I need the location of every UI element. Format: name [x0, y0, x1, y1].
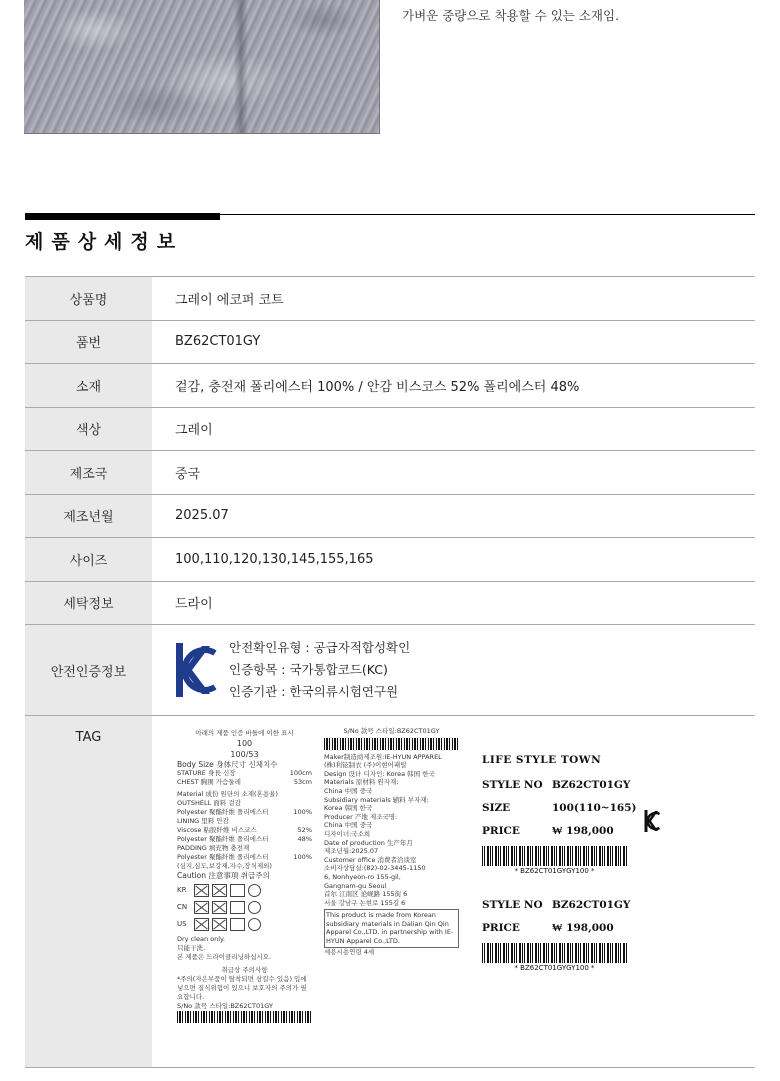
no-bleach-icon: [212, 884, 227, 897]
maker-line: Subsidiary materials 辅料 부자재:: [324, 795, 429, 804]
maker-line: 6, Nonhyeon-ro 155-gil,: [324, 872, 401, 881]
care-stature-row: [177, 769, 312, 778]
table-row: [25, 364, 755, 408]
style-label: STYLE NO: [482, 778, 543, 791]
table-row: [25, 451, 755, 495]
certification-value: [152, 625, 755, 716]
style-row: [482, 773, 652, 796]
table-row: [25, 581, 755, 625]
product-fur-photo: [24, 0, 380, 134]
maker-tail: 세용시용연령 4세: [324, 947, 375, 956]
maker-line: Producer 产地 제조국명:: [324, 812, 398, 821]
care-notice: *주의(자은부품이 탈착되면 삼킬수 있음) 입에 넣으면 질식위험이 있으니 보호자의 주의가 필요합니다.: [177, 975, 307, 1001]
no-wash-icon: [194, 884, 209, 897]
care-caution: Caution 注意事項 취급주의: [177, 871, 270, 880]
style-label-2: STYLE NO: [482, 898, 543, 911]
no-bleach-icon: [212, 918, 227, 931]
care-l3: Polyester 聚酯纤维 폴리에스터: [177, 835, 269, 843]
table-row: [25, 538, 755, 582]
care-chest-row: [177, 778, 312, 787]
row-label: 안전인증정보: [25, 625, 152, 716]
care-dry3: 본 제품은 드라이클리닝하십시오.: [177, 953, 272, 961]
care-icons-us: [177, 918, 312, 931]
row-label: 제조국: [25, 451, 152, 495]
maker-line: Design 设计 디자인: Korea 韩国 한국: [324, 769, 435, 778]
price-barcode: [482, 846, 627, 866]
row-label: 품번: [25, 320, 152, 364]
price-label-2: PRICE: [482, 921, 520, 934]
row-value: 겉감, 충전재 폴리에스터 100% / 안감 비스코스 52% 폴리에스터 48%: [152, 364, 755, 408]
care-outshell: OUTSHELL 面料 겉감: [177, 799, 241, 807]
care-body-size: Body Size 身体尺寸 신체치수: [177, 760, 278, 769]
row-value: 2025.07: [152, 494, 755, 538]
maker-barcode: [324, 738, 459, 750]
maker-line: 서울 강남구 논현로 155길 6: [324, 898, 406, 907]
style-row-2: [482, 893, 652, 916]
dry-clean-icon: [248, 884, 261, 897]
no-wash-icon: [194, 901, 209, 914]
row-value: 그레이: [152, 407, 755, 451]
tumble-dry-icon: [230, 918, 245, 931]
row-value: BZ62CT01GY: [152, 320, 755, 364]
care-lining: LINING 里料 안감: [177, 817, 229, 825]
maker-line: (株)利铉制衣 (주)이현어패럴: [324, 761, 407, 770]
care-stature-val: 100cm: [289, 769, 312, 777]
care-size-b: 100/53: [230, 750, 259, 759]
care-head: 아래의 제품 인증 바틀에 이한 표시: [195, 729, 294, 737]
maker-origin-box: This product is made from Korean subsidiary materials in Dalian Qin Qin Apparel Co.,LTD. in partnership with IE-HYUN Apparel Co.,LTD.: [324, 909, 459, 947]
care-material: Material 成份 원단의 소재(혼용율): [177, 790, 278, 798]
care-icons-kr: [177, 884, 312, 897]
section-title: 제품상세정보: [25, 231, 184, 253]
kc-item: 인증항목 : 국가통합코드(KC): [229, 662, 388, 677]
maker-label: [324, 727, 459, 1027]
heading-divider-thin: [220, 214, 755, 215]
row-label: 상품명: [25, 277, 152, 321]
table-row: [25, 320, 755, 364]
maker-line: 소비자상담실:(82)-02-3445-1150: [324, 864, 426, 873]
table-row: [25, 407, 755, 451]
table-row: [25, 277, 755, 321]
care-dry1: Dry clean only.: [177, 935, 226, 943]
maker-line: Materials 原材料 원자재:: [324, 778, 399, 787]
maker-sno: S/No 款号 스타일:BZ62CT01GY: [343, 727, 440, 735]
dry-flat-icon: [230, 901, 245, 914]
price-barcode-text: * BZ62CT01GYGY100 *: [514, 867, 595, 875]
tag-panel: [152, 717, 754, 1066]
style-value-2: BZ62CT01GY: [552, 898, 631, 911]
row-label: 사이즈: [25, 538, 152, 582]
care-dry2: 只能干洗.: [177, 944, 206, 952]
care-l3-row: [177, 835, 312, 844]
maker-line: 首尔 江南区 论岘路 155街 6: [324, 890, 408, 899]
price-value: ₩ 198,000: [552, 824, 614, 837]
price-value-2: ₩ 198,000: [552, 921, 614, 934]
maker-line: China 中国 중국: [324, 786, 373, 795]
iron-icon: [230, 884, 245, 897]
table-row: [25, 494, 755, 538]
tag-gap: [482, 875, 652, 893]
price-row: [482, 819, 652, 842]
price-tags: [482, 747, 652, 972]
tag-images: [152, 716, 755, 1068]
tag-row: [25, 716, 755, 1068]
brand-name: LIFE STYLE TOWN: [482, 754, 602, 766]
care-l3v: 48%: [297, 835, 312, 843]
kc-info: [175, 637, 754, 703]
price-barcode-text-2: * BZ62CT01GYGY100 *: [514, 964, 595, 972]
row-label: 색상: [25, 407, 152, 451]
kc-mark-small-icon: [644, 809, 660, 833]
care-country-cn: CN: [177, 903, 188, 911]
care-l1v: 100%: [293, 808, 312, 816]
row-value: 100,110,120,130,145,155,165: [152, 538, 755, 582]
maker-line: 제조년월:2025.07: [324, 847, 379, 856]
heading-divider-thick: [25, 213, 220, 220]
dry-clean-icon: [248, 918, 261, 931]
product-info-table: [25, 276, 755, 1068]
care-l2v: 52%: [297, 826, 312, 834]
care-l1: Polyester 聚酯纤维 폴리에스터: [177, 808, 269, 816]
care-l4-row: [177, 853, 312, 862]
row-value: 드라이: [152, 581, 755, 625]
maker-line: China 中国 중국: [324, 821, 373, 830]
care-padding: PADDING 填充物 충전재: [177, 844, 250, 852]
care-label: [177, 729, 312, 1054]
row-label: 제조년월: [25, 494, 152, 538]
care-misc: (심지,심도,보강재,자수,장식제외): [177, 862, 272, 870]
care-l2-row: [177, 826, 312, 835]
maker-line: 디자이너:국소희: [324, 829, 371, 838]
care-l4v: 100%: [293, 853, 312, 861]
care-l1-row: [177, 808, 312, 817]
maker-line: Customer office 消费者洽谈室: [324, 855, 417, 864]
care-chest: CHEST 胸围 가슴둘레: [177, 778, 241, 786]
care-country-us: US: [177, 920, 187, 928]
size-value: 100(110~165): [552, 801, 637, 814]
kc-agency: 인증기관 : 한국의류시험연구원: [229, 684, 399, 699]
kc-type: 안전확인유형 : 공급자적합성확인: [229, 640, 411, 655]
size-label: SIZE: [482, 801, 511, 814]
care-l4: Polyester 聚酯纤维 폴리에스터: [177, 853, 269, 861]
row-value: 그레이 에코퍼 코트: [152, 277, 755, 321]
care-l2: Viscose 粘胶纤维 비스코스: [177, 826, 257, 834]
no-bleach-icon: [212, 901, 227, 914]
care-sno: S/No 款号 스타일:BZ62CT01GY: [177, 1002, 273, 1010]
maker-line: Date of production 生产年月: [324, 838, 413, 847]
row-value: 중국: [152, 451, 755, 495]
size-row: [482, 796, 652, 819]
care-stature: STATURE 身長 신장: [177, 769, 236, 777]
care-notice-title: 취급상 주의사항: [221, 966, 268, 974]
kc-lines: [229, 637, 410, 703]
row-label: TAG: [25, 716, 152, 1068]
certification-row: [25, 625, 755, 716]
price-row-2: [482, 916, 652, 939]
maker-line: Maker制造商제조원:IE-HYUN APPAREL: [324, 752, 442, 761]
no-wash-icon: [194, 918, 209, 931]
fur-seam: [234, 0, 248, 133]
row-label: 소재: [25, 364, 152, 408]
care-icons-cn: [177, 901, 312, 914]
row-label: 세탁정보: [25, 581, 152, 625]
maker-line: Korea 韩国 한국: [324, 804, 373, 813]
material-description: 가벼운 중량으로 착용할 수 있는 소재임.: [402, 8, 620, 23]
care-country-kr: KR: [177, 886, 187, 894]
care-chest-val: 53cm: [293, 778, 312, 786]
maker-line: Gangnam-gu Seoul: [324, 881, 387, 890]
price-label: PRICE: [482, 824, 520, 837]
care-barcode: [177, 1011, 312, 1023]
style-value: BZ62CT01GY: [552, 778, 631, 791]
care-size-a: 100: [236, 739, 253, 748]
kc-mark-icon: [175, 641, 217, 699]
price-barcode-2: [482, 943, 627, 963]
dry-clean-icon: [248, 901, 261, 914]
